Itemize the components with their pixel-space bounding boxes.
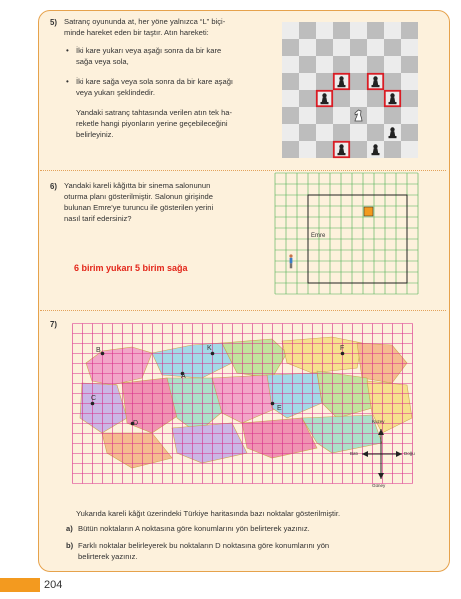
board-square <box>333 107 350 124</box>
q5-bullet1-dot: • <box>66 46 69 55</box>
separator-2 <box>40 310 446 311</box>
map-region <box>282 337 362 373</box>
board-square <box>401 73 418 90</box>
seat-marker <box>364 207 373 216</box>
board-square <box>384 39 401 56</box>
q5-task-line2: reketle hangi piyonların yerine geçebileceğini <box>76 119 228 128</box>
compass-north: Kuzey <box>372 419 385 424</box>
q5-task-line3: belirleyiniz. <box>76 130 114 139</box>
q7-b-line2: belirterek yazınız. <box>78 552 138 561</box>
compass-east: Doğu <box>404 451 415 456</box>
board-square <box>299 124 316 141</box>
q7-b-line1: Farklı noktalar belirleyerek bu noktaların D noktasına göre konumlarını yön <box>78 541 330 550</box>
page-footer-bar <box>0 578 40 592</box>
board-square <box>299 39 316 56</box>
question-6-number: 6) <box>50 182 57 191</box>
map-region <box>357 343 407 383</box>
board-square <box>350 73 367 90</box>
map-region <box>222 339 287 378</box>
board-square <box>367 22 384 39</box>
board-square <box>350 22 367 39</box>
board-square <box>350 124 367 141</box>
board-square <box>401 90 418 107</box>
board-square <box>367 90 384 107</box>
board-square <box>401 141 418 158</box>
compass-south: Güney <box>372 483 386 488</box>
question-5-number: 5) <box>50 18 57 27</box>
board-square <box>299 141 316 158</box>
map-region <box>152 343 232 378</box>
board-square <box>333 90 350 107</box>
board-square <box>367 56 384 73</box>
board-square <box>316 73 333 90</box>
map-point-marker <box>271 402 275 406</box>
q6-line1: Yandaki kareli kâğıtta bir sinema salonunun <box>64 181 211 190</box>
board-square <box>333 56 350 73</box>
board-square <box>384 73 401 90</box>
map-region <box>317 371 372 418</box>
question-7-number: 7) <box>50 320 57 329</box>
map-region <box>172 423 247 463</box>
map-point-c-label: C <box>91 395 97 402</box>
q5-bullet2-line1: İki kare sağa veya sola sonra da bir kare aşağı <box>76 77 234 86</box>
board-square <box>299 90 316 107</box>
chessboard <box>282 22 418 158</box>
q5-bullet1-line2: sağa veya sola, <box>76 57 129 66</box>
q5-bullet2-line2: veya yukarı şeklindedir. <box>76 88 155 97</box>
board-square <box>282 39 299 56</box>
board-square <box>282 90 299 107</box>
map-point-d-label: D <box>133 420 139 427</box>
board-square <box>282 73 299 90</box>
q6-answer: 6 birim yukarı 5 birim sağa <box>74 263 188 273</box>
board-square <box>401 39 418 56</box>
board-square <box>384 141 401 158</box>
board-square <box>333 39 350 56</box>
q5-intro-line1: Satranç oyununda at, her yöne yalnızca “L” biçi- <box>64 17 226 26</box>
map-point-marker <box>101 352 105 356</box>
map-region <box>80 383 127 433</box>
q5-intro-line2: minde hareket eden bir taştır. Atın hareketi: <box>64 28 209 37</box>
board-square <box>299 56 316 73</box>
board-square <box>282 107 299 124</box>
board-square <box>367 39 384 56</box>
separator-1 <box>40 170 446 171</box>
board-square <box>350 56 367 73</box>
board-square <box>316 56 333 73</box>
board-square <box>282 22 299 39</box>
board-square <box>367 124 384 141</box>
map-point-k-label: K <box>207 345 212 352</box>
board-square <box>401 124 418 141</box>
person-icon <box>289 254 292 268</box>
q6-line2: oturma planı gösterilmiştir. Salonun girişinde <box>64 192 213 201</box>
board-square <box>299 107 316 124</box>
board-square <box>350 141 367 158</box>
board-square <box>350 90 367 107</box>
map-point-a-label: A <box>181 373 186 380</box>
board-square <box>367 107 384 124</box>
map-point-e-label: E <box>277 405 282 412</box>
q5-bullet2-dot: • <box>66 77 69 86</box>
map-region <box>267 373 322 418</box>
board-square <box>333 124 350 141</box>
q6-line3: bulunan Emre'ye turuncu ile gösterilen yerini <box>64 203 214 212</box>
emre-label: Emre <box>311 233 326 239</box>
q5-bullet1-line1: İki kare yukarı veya aşağı sonra da bir kare <box>76 46 222 55</box>
q7-b-label: b) <box>66 541 74 550</box>
q7-caption: Yukarıda kareli kâğıt üzerindeki Türkiye haritasında bazı noktalar gösterilmiştir. <box>76 509 341 518</box>
page-number: 204 <box>44 579 63 591</box>
cinema-grid <box>274 172 424 300</box>
compass-west: Batı <box>350 451 359 456</box>
board-square <box>282 56 299 73</box>
q7-a-text: Bütün noktaların A noktasına göre konumlarını yön belirterek yazınız. <box>78 524 310 533</box>
board-square <box>316 141 333 158</box>
q5-task-line1: Yandaki satranç tahtasında verilen atın tek ha- <box>76 108 233 117</box>
board-square <box>299 73 316 90</box>
map-point-b-label: B <box>96 347 101 354</box>
board-square <box>316 107 333 124</box>
board-square <box>282 124 299 141</box>
map-region <box>212 375 277 423</box>
board-square <box>316 39 333 56</box>
board-square <box>401 56 418 73</box>
board-square <box>299 22 316 39</box>
q7-a-label: a) <box>66 524 73 533</box>
map-point-f-label: F <box>340 345 345 352</box>
q6-line4: nasıl tarif edersiniz? <box>64 214 132 223</box>
board-square <box>350 39 367 56</box>
board-square <box>384 22 401 39</box>
board-square <box>384 56 401 73</box>
board-square <box>316 22 333 39</box>
board-square <box>384 107 401 124</box>
board-square <box>333 22 350 39</box>
board-square <box>401 22 418 39</box>
board-square <box>401 107 418 124</box>
board-square <box>282 141 299 158</box>
board-square <box>316 124 333 141</box>
